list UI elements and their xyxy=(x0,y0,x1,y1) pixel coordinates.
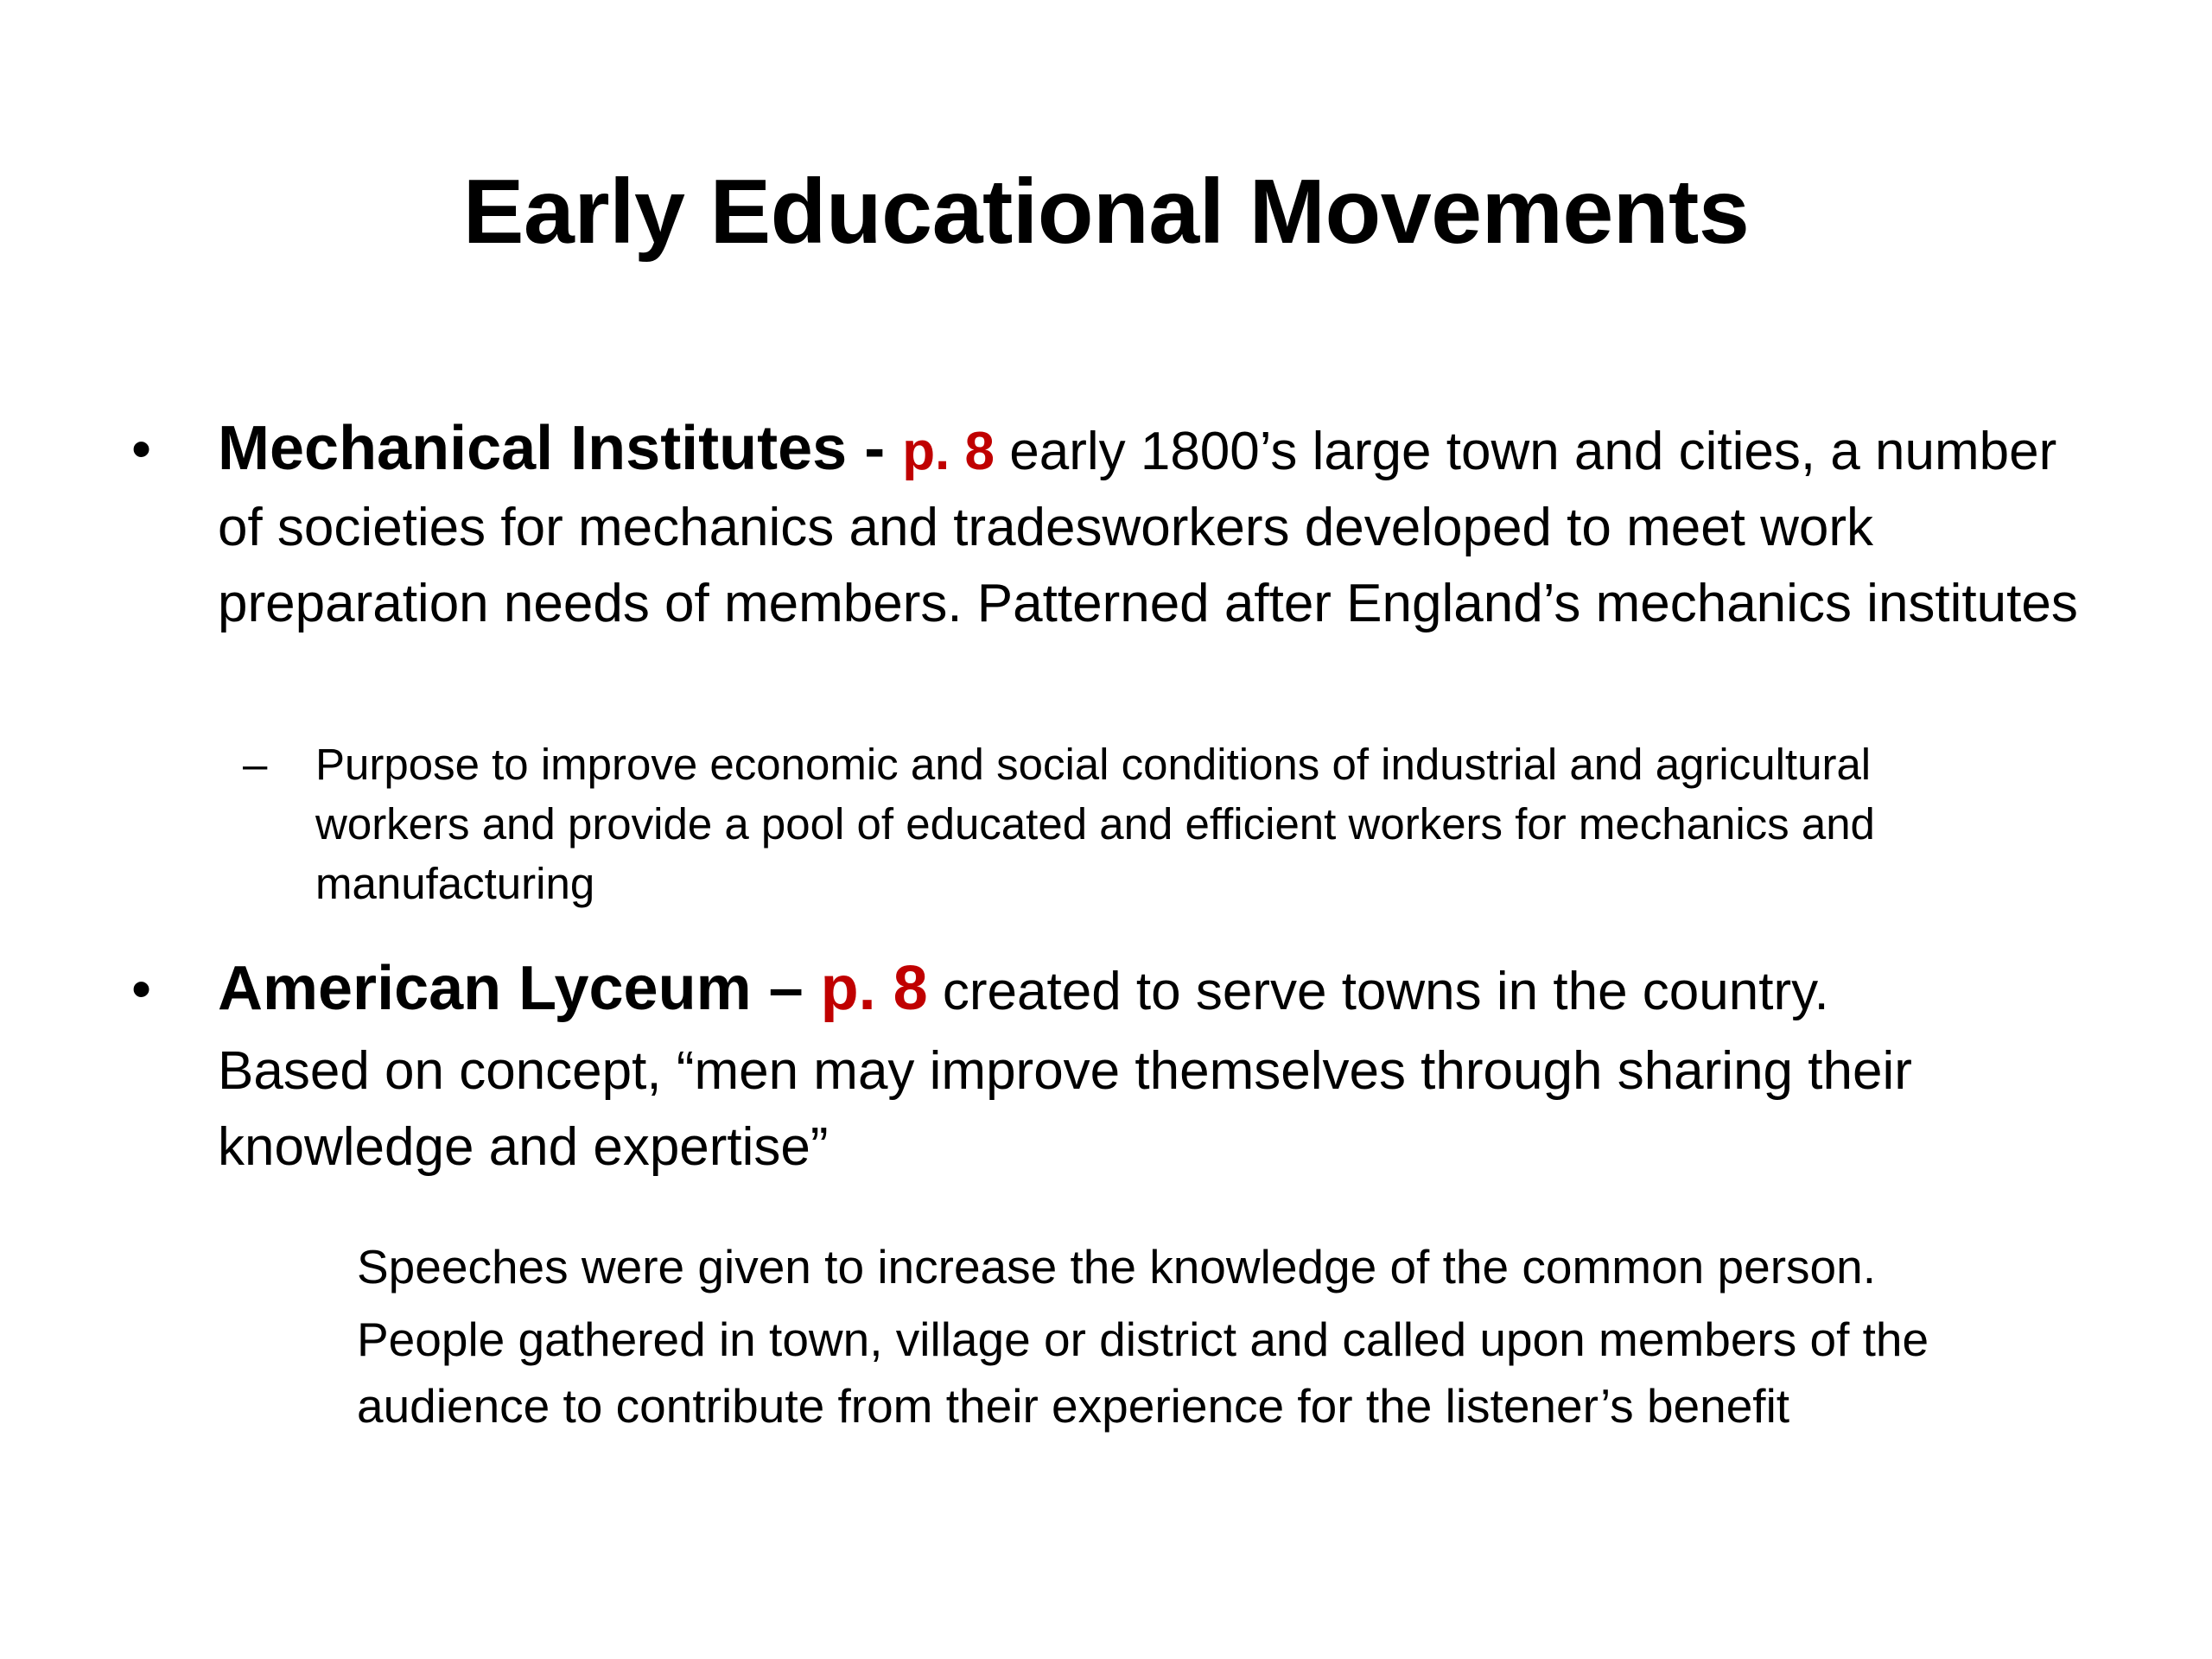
bullet-lead: American Lyceum – xyxy=(218,954,821,1023)
bullet-text-line2: Based on concept, “men may improve themselves through sharing their knowledge and expertise” xyxy=(218,1041,1912,1177)
bullet-american-lyceum xyxy=(131,950,2093,1185)
page-reference: p. 8 xyxy=(820,954,928,1023)
paragraph-people-gathered: People gathered in town, village or district and called upon members of the audience to contribute from their experience for the listener’s benefit xyxy=(357,1313,1929,1433)
bullet-text: early 1800’s large town and cities, a number of societies for mechanics and tradesworkers developed to meet work preparation needs of members. Patterned after England’s mechanics institutes xyxy=(218,422,2078,633)
bullet-mechanical-institutes xyxy=(131,410,2093,642)
page-reference: p. 8 xyxy=(902,422,995,481)
bullet-marker: • xyxy=(131,957,152,1020)
sub-bullet-marker: – xyxy=(243,740,268,789)
bullet-marker: • xyxy=(131,416,152,480)
bullet-text-line1: created to serve towns in the country. xyxy=(927,962,1829,1021)
slide-title: Early Educational Movements xyxy=(462,161,1750,263)
paragraph-speeches: Speeches were given to increase the knowledge of the common person. xyxy=(357,1240,1876,1294)
bullet-lead: Mechanical Institutes - xyxy=(218,414,903,483)
sub-bullet-text: Purpose to improve economic and social conditions of industrial and agricultural workers and provide a pool of educated and efficient workers for mechanics and manufacturing xyxy=(315,740,1875,908)
sub-bullet-purpose xyxy=(243,734,1957,913)
